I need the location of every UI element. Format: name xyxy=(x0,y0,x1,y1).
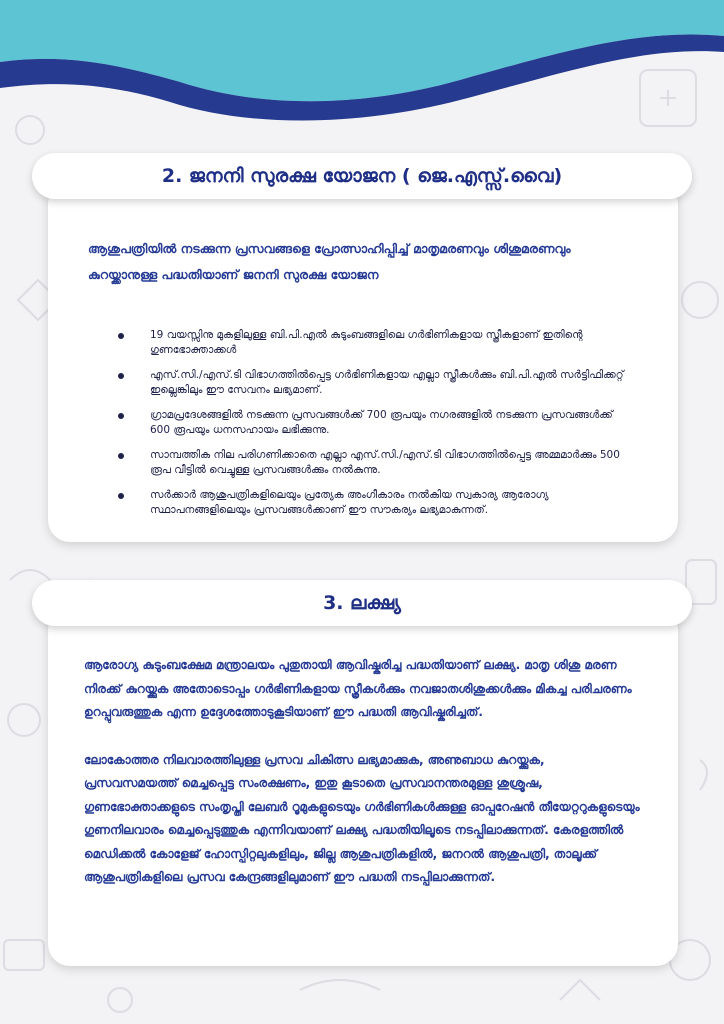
section-2-title: 2. ജനനി സുരക്ഷ യോജന ( ജെ.എസ്സ്.വൈ) xyxy=(161,165,563,187)
header-wave-decoration xyxy=(0,0,724,140)
section-2-card xyxy=(48,182,678,542)
bullet-item: ഗ്രാമപ്രദേശങ്ങളിൽ നടക്കുന്ന പ്രസവങ്ങൾക്ക് 700 രൂപയും നഗരങ്ങളിൽ നടക്കുന്ന പ്രസവങ്ങൾക്ക് 600 രൂപയും ധനസഹായം ലഭിക്കുന്നു. xyxy=(118,408,632,438)
section-3-paragraph: ആരോഗ്യ കുടുംബക്ഷേമ മന്ത്രാലയം പുതുതായി ആവിഷ്കരിച്ച പദ്ധതിയാണ് ലക്ഷ്യ. മാതൃ ശിശു മരണ നിരക്ക് കുറയ്ക്കുക അതോടൊപ്പം ഗർഭിണികളായ സ്ത്രീകൾക്കും നവജാതശിശുക്കൾക്കും മികച്ച പരിചരണം ഉറപ്പുവരുത്തുക എന്ന ഉദ്ദേശത്തോടുകൂടിയാണ് ഈ പദ്ധതി ആവിഷ്കരിച്ചത്. xyxy=(84,658,632,719)
section-3-title-bar xyxy=(32,580,692,626)
section-2-intro: ആശുപത്രിയിൽ നടക്കുന്ന പ്രസവങ്ങളെ പ്രോത്സാഹിപ്പിച്ച് മാതൃമരണവും ശിശുമരണവും കുറയ്ക്കാനുള്ള പദ്ധതിയാണ് ജനനി സുരക്ഷ യോജന xyxy=(88,241,571,282)
bullet-item: സർക്കാർ ആശുപത്രികളിലെയും പ്രത്യേക അംഗീകാരം നൽകിയ സ്വകാര്യ ആരോഗ്യ സ്ഥാപനങ്ങളിലെയും പ്രസവങ്ങൾക്കാണ് ഈ സൗകര്യം ലഭ്യമാകുന്നത്. xyxy=(118,488,632,518)
bullet-item: എസ്.സി./എസ്.ടി വിഭാഗത്തിൽപ്പെട്ട ഗർഭിണികളായ എല്ലാ സ്ത്രീകൾക്കും ബി.പി.എൽ സർട്ടിഫിക്കറ്റ് ഇല്ലെങ്കിലും ഈ സേവനം ലഭ്യമാണ്. xyxy=(118,368,632,398)
bullet-item: സാമ്പത്തിക നില പരിഗണിക്കാതെ എല്ലാ എസ്.സി./എസ്.ടി വിഭാഗത്തിൽപ്പെട്ട അമ്മമാർക്കും 500 രൂപ വീട്ടിൽ വെച്ചുള്ള പ്രസവങ്ങൾക്കും നൽകുന്നു. xyxy=(118,448,632,478)
section-2-bullet-list xyxy=(88,328,632,518)
bullet-item: 19 വയസ്സിനു മുകളിലുള്ള ബി.പി.എൽ കുടുംബങ്ങളിലെ ഗർഭിണികളായ സ്ത്രീകളാണ് ഇതിന്റെ ഗുണഭോക്താക്കൾ xyxy=(118,328,632,358)
section-3-title: 3. ലക്ഷ്യ xyxy=(323,592,401,614)
section-3-paragraph: ലോകോത്തര നിലവാരത്തിലുള്ള പ്രസവ ചികിത്സ ലഭ്യമാക്കുക, അണുബാധ കുറയ്ക്കുക, പ്രസവസമയത്ത് മെച്ചപ്പെട്ട സംരക്ഷണം, ഇതു കൂടാതെ പ്രസവാനന്തരമുള്ള ശുശ്രൂഷ, ഗുണഭോക്താക്കളുടെ സംതൃപ്തി ലേബർ റൂമുകളുടെയും ഗർഭിണികൾക്കുള്ള ഓപ്പറേഷൻ തീയേറ്ററുകളുടെയും ഗുണനിലവാരം മെച്ചപ്പെടുത്തുക എന്നിവയാണ് ലക്ഷ്യ പദ്ധതിയിലൂടെ നടപ്പിലാക്കുന്നത്. കേരളത്തിൽ മെഡിക്കൽ കോളേജ് ഹോസ്പിറ്റലുകളിലും, ജില്ല ആശുപത്രികളിൽ, ജനറൽ ആശുപത്രി, താലൂക്ക് ആശുപത്രികളിലെ പ്രസവ കേന്ദ്രങ്ങളിലുമാണ് ഈ പദ്ധതി നടപ്പിലാക്കുന്നത്. xyxy=(84,752,640,884)
section-3-card xyxy=(48,608,678,966)
section-2-title-bar xyxy=(32,153,692,199)
